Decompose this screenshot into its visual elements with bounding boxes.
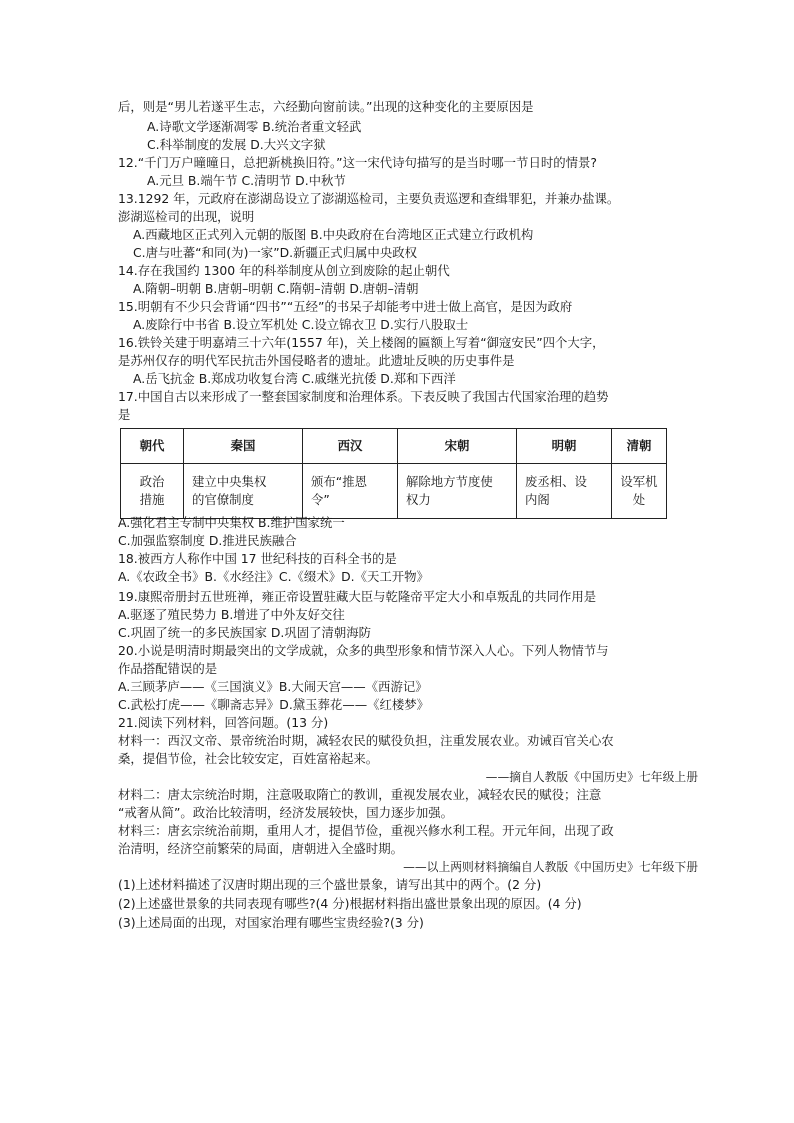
cell-line: 的官僚制度	[192, 492, 254, 507]
governance-table	[120, 428, 667, 519]
q20-stem: 20.小说是明清时期最突出的文学成就，众多的典型形象和情节深入人心。下列人物情节与	[118, 643, 609, 658]
q17-stem-cont: 是	[118, 407, 131, 422]
header-song: 宋朝	[398, 429, 517, 464]
cell-qing: 设军机处	[612, 464, 667, 519]
row-label-line: 措施	[139, 492, 165, 507]
q18-options: A.《农政全书》B.《水经注》C.《缀术》D.《天工开物》	[118, 569, 429, 584]
text-line: 后，则是“男儿若遂平生志，六经勤向窗前读。”出现的这种变化的主要原因是	[118, 99, 534, 114]
material-23-source: ——以上两则材料摘编自人教版《中国历史》七年级下册	[403, 860, 698, 874]
header-qin: 秦国	[184, 429, 303, 464]
q13-options-cd: C.唐与吐蕃“和同(为)一家”D.新疆正式归属中央政权	[133, 245, 417, 260]
q21-stem: 21.阅读下列材料，回答问题。(13 分)	[118, 715, 329, 730]
cell-line: 废丞相、设	[525, 474, 587, 489]
material-3-cont: 治清明，经济空前繁荣的局面，唐朝进入全盛时期。	[118, 841, 403, 856]
header-qing: 清朝	[612, 429, 667, 464]
q19-options-cd: C.巩固了统一的多民族国家 D.巩固了清朝海防	[118, 625, 372, 640]
table-row	[121, 464, 667, 519]
q12-stem: 12.“千门万户曈曈日，总把新桃换旧符。”这一宋代诗句描写的是当时哪一节日时的情景?	[118, 155, 597, 170]
q11-options-ab: A.诗歌文学逐渐凋零 B.统治者重文轻武	[147, 119, 362, 134]
cell-line: 建立中央集权	[192, 474, 267, 489]
q14-options: A.隋朝–明朝 B.唐朝–明朝 C.隋朝–清朝 D.唐朝–清朝	[133, 281, 419, 296]
material-2-cont: “戒奢从简”。政治比较清明，经济发展较快，国力逐步加强。	[118, 805, 453, 820]
cell-qin	[184, 464, 303, 519]
header-dynasty: 朝代	[121, 429, 184, 464]
q14-stem: 14.存在我国约 1300 年的科举制度从创立到废除的起止朝代	[118, 263, 450, 278]
sub-question-1: (1)上述材料描述了汉唐时期出现的三个盛世景象，请写出其中的两个。(2 分)	[118, 877, 542, 892]
material-1: 材料一：西汉文帝、景帝统治时期，减轻农民的赋役负担，注重发展农业。劝诫百官关心农	[118, 733, 614, 748]
material-2: 材料二：唐太宗统治时期，注意吸取隋亡的教训，重视发展农业，减轻农民的赋役；注意	[118, 787, 602, 802]
q19-options-ab: A.驱逐了殖民势力 B.增进了中外友好交往	[118, 607, 345, 622]
sub-question-3: (3)上述局面的出现，对国家治理有哪些宝贵经验?(3 分)	[118, 915, 424, 930]
row-label	[121, 464, 184, 519]
material-1-source: ——摘自人教版《中国历史》七年级上册	[485, 770, 698, 784]
q17-options-cd: C.加强监察制度 D.推进民族融合	[118, 533, 297, 548]
cell-line: 解除地方节度使	[406, 474, 493, 489]
cell-ming	[517, 464, 612, 519]
cell-xihan	[303, 464, 398, 519]
q15-options: A.废除行中书省 B.设立军机处 C.设立锦衣卫 D.实行八股取士	[133, 317, 469, 332]
q17-options-ab: A.强化君主专制中央集权 B.维护国家统一	[118, 515, 345, 530]
material-1-cont: 桑，提倡节俭，社会比较安定，百姓富裕起来。	[118, 751, 379, 766]
q20-options-cd: C.武松打虎——《聊斋志异》D.黛玉葬花——《红楼梦》	[118, 697, 430, 712]
q12-options: A.元旦 B.端午节 C.清明节 D.中秋节	[147, 173, 346, 188]
q20-stem-cont: 作品搭配错误的是	[118, 661, 218, 676]
header-ming: 明朝	[517, 429, 612, 464]
q13-options-ab: A.西藏地区正式列入元朝的版图 B.中央政府在台湾地区正式建立行政机构	[133, 227, 534, 242]
q19-stem: 19.康熙帝册封五世班禅，雍正帝设置驻藏大臣与乾隆帝平定大小和卓叛乱的共同作用是	[118, 589, 597, 604]
sub-question-2: (2)上述盛世景象的共同表现有哪些?(4 分)根据材料指出盛世景象出现的原因。(4 分)	[118, 896, 582, 911]
q11-options-cd: C.科举制度的发展 D.大兴文字狱	[147, 137, 326, 152]
q13-stem-cont: 澎湖巡检司的出现，说明	[118, 209, 255, 224]
q16-options: A.岳飞抗金 B.郑成功收复台湾 C.戚继光抗倭 D.郑和下西洋	[133, 371, 456, 386]
q15-stem: 15.明朝有不少只会背诵“四书”“五经”的书呆子却能考中进士做上高官，是因为政府	[118, 299, 573, 314]
table-header-row	[121, 429, 667, 464]
material-3: 材料三：唐玄宗统治前期，重用人才，提倡节俭，重视兴修水利工程。开元年间，出现了政	[118, 823, 614, 838]
q20-options-ab: A.三顾茅庐——《三国演义》B.大闹天宫——《西游记》	[118, 679, 428, 694]
cell-line: 颁布“推恩	[311, 474, 367, 489]
cell-line: 内阁	[525, 492, 550, 507]
cell-line: 权力	[406, 492, 431, 507]
header-xihan: 西汉	[303, 429, 398, 464]
cell-song	[398, 464, 517, 519]
q18-stem: 18.被西方人称作中国 17 世纪科技的百科全书的是	[118, 551, 397, 566]
cell-line: 令”	[311, 492, 330, 507]
q17-stem: 17.中国自古以来形成了一整套国家制度和治理体系。下表反映了我国古代国家治理的趋势	[118, 389, 609, 404]
q16-stem-cont: 是苏州仅存的明代军民抗击外国侵略者的遗址。此遗址反映的历史事件是	[118, 353, 515, 368]
q13-stem: 13.1292 年，元政府在澎湖岛设立了澎湖巡检司，主要负责巡逻和查缉罪犯，并兼办盐课。	[118, 191, 620, 206]
q16-stem: 16.铁铃关建于明嘉靖三十六年(1557 年)，关上楼阁的匾额上写着“御寇安民”四个大字，	[118, 335, 605, 350]
row-label-line: 政治	[139, 474, 165, 489]
